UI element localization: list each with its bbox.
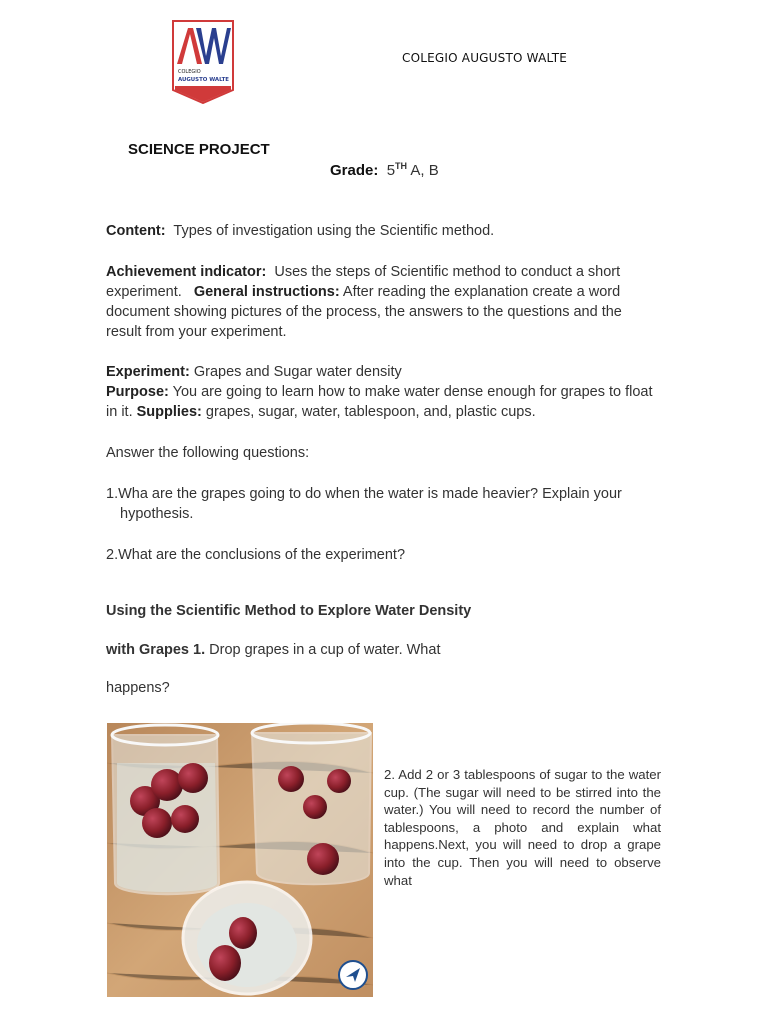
achievement-text: Uses the steps of Scientific method to conduct a short experiment. <box>106 264 625 300</box>
experiment-photo <box>107 723 373 997</box>
grade-label: Grade: <box>330 162 379 179</box>
purpose-text: You are going to learn how to make water dense enough for grapes to float in it. <box>106 384 653 420</box>
achievement-section <box>106 262 651 342</box>
grade-sup: TH <box>395 161 408 171</box>
method-heading: Using the Scientific Method to Explore Water Density <box>106 603 472 619</box>
experiment-text: Grapes and Sugar water density <box>189 364 402 380</box>
experiment-section <box>106 362 666 422</box>
grade-number: 5 <box>386 162 396 179</box>
page-title: SCIENCE PROJECT <box>128 141 270 158</box>
question-1-line1: 1.Wha are the grapes going to do when the water is made heavier? Explain your <box>106 486 622 502</box>
content-section <box>106 221 666 241</box>
achievement-label: Achievement indicator: <box>106 264 267 280</box>
question-1-line2: hypothesis. <box>120 506 194 522</box>
supplies-text: grapes, sugar, water, tablespoon, and, plastic cups. <box>201 404 536 420</box>
instructions-text: After reading the explanation create a word document showing pictures of the process, the answers to the questions and the result from your experiment. <box>106 284 626 340</box>
school-name: COLEGIO AUGUSTO WALTE <box>402 51 568 65</box>
supplies-label: Supplies: <box>136 404 202 420</box>
step-1-text: Drop grapes in a cup of water. What <box>205 642 441 658</box>
logo-line1: COLEGIO <box>178 69 201 75</box>
question-1 <box>106 484 666 524</box>
question-2: 2.What are the conclusions of the experiment? <box>106 547 406 563</box>
step-2: 2. Add 2 or 3 tablespoons of sugar to the water cup. (The sugar will need to be stirred into the water.) You will need to record the number of tablespoons, a photo and explain what happens.Next, you will need to drop a grape into the cup. Then you will need to observe what <box>384 767 661 888</box>
questions-intro: Answer the following questions: <box>106 445 310 461</box>
step-1-bold: with Grapes 1. <box>106 642 206 658</box>
logo-line2: AUGUSTO WALTE <box>178 77 229 83</box>
content-label: Content: <box>106 223 166 239</box>
experiment-label: Experiment: <box>106 364 190 380</box>
school-logo <box>172 20 234 104</box>
step-1-continued: happens? <box>106 680 170 696</box>
grade-line <box>330 161 439 179</box>
step-1 <box>106 640 440 660</box>
grade-sections: A, B <box>407 162 439 179</box>
instructions-label: General instructions: <box>193 284 340 300</box>
purpose-label: Purpose: <box>106 384 169 400</box>
content-text: Types of investigation using the Scientific method. <box>165 223 495 239</box>
